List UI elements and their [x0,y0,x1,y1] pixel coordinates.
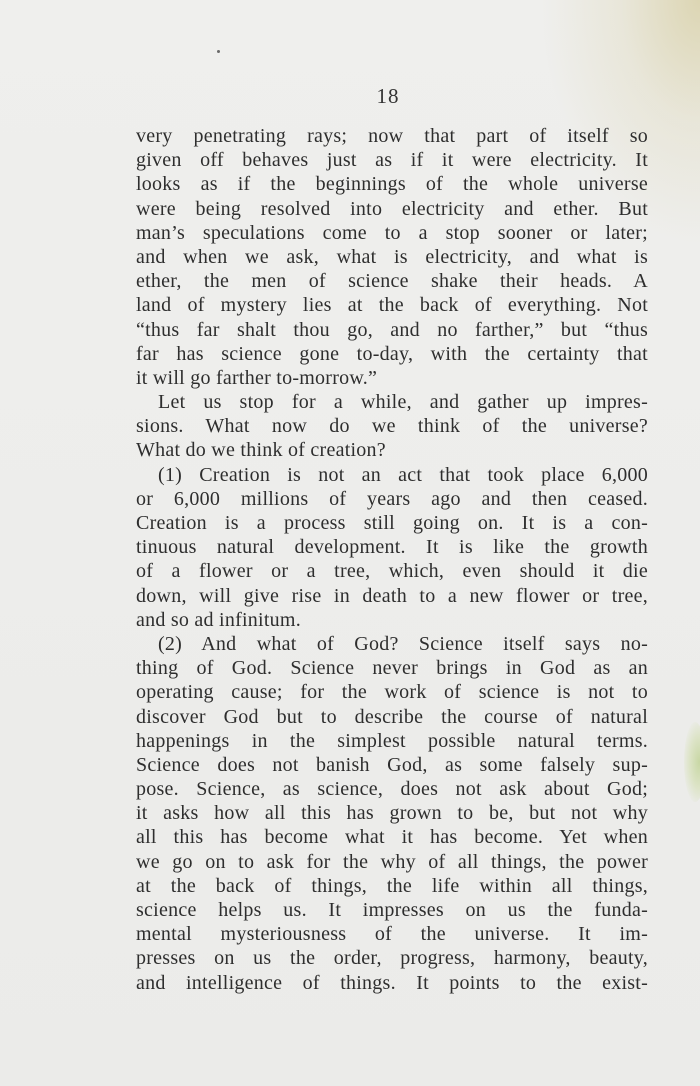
text-line: looks as if the beginnings of the whole universe [136,173,648,196]
text-line: at the back of things, the life within all things, [136,874,648,897]
text-line: sions. What now do we think of the universe? [136,415,648,438]
text-line: pose. Science, as science, does not ask about God; [136,778,648,801]
text-line: down, will give rise in death to a new flower or tree, [136,584,648,607]
text-line: of a flower or a tree, which, even should it die [136,560,648,583]
text-line: all this has become what it has become. Yet when [136,826,648,849]
page-number: 18 [376,84,400,108]
text-line: land of mystery lies at the back of everything. Not [136,294,648,317]
text-line: discover God but to describe the course of natural [136,705,648,728]
text-line: very penetrating rays; now that part of itself so [136,125,648,147]
text-line: man’s speculations come to a stop sooner or later; [136,221,648,244]
text-line: (1) Creation is not an act that took place 6,000 [158,463,648,486]
text-line: (2) And what of God? Science itself says no- [158,632,648,655]
body-text [136,124,648,995]
text-line: happenings in the simplest possible natural terms. [136,729,648,752]
text-line: we go on to ask for the why of all things, the power [136,850,648,873]
text-line: presses on us the order, progress, harmony, beauty, [136,947,648,970]
text-line: and so ad infinitum. [136,608,301,631]
text-line: far has science gone to-day, with the certainty that [136,342,648,365]
text-line: What do we think of creation? [136,439,386,462]
text-line: and when we ask, what is electricity, and what is [136,245,648,268]
text-line: tinuous natural development. It is like the growth [136,536,648,559]
text-line: ether, the men of science shake their heads. A [136,270,648,293]
paper-speck [217,50,220,53]
text-line: and intelligence of things. It points to the exist- [136,971,648,994]
text-line: thing of God. Science never brings in God as an [136,657,648,680]
text-line: given off behaves just as if it were electricity. It [136,149,648,172]
paper-stain [684,722,700,802]
text-line: it will go farther to-morrow.” [136,366,378,389]
text-line: “thus far shalt thou go, and no farther,” but “thus [136,318,648,341]
text-line: or 6,000 millions of years ago and then ceased. [136,487,648,510]
text-line: Let us stop for a while, and gather up impres- [158,391,648,414]
text-line: Creation is a process still going on. It is a con- [136,512,648,534]
text-line: mental mysteriousness of the universe. It im- [136,923,648,946]
text-line: it asks how all this has grown to be, but not why [136,802,648,825]
text-line: were being resolved into electricity and ether. But [136,197,648,220]
text-line: Science does not banish God, as some falsely sup- [136,753,648,776]
text-line: operating cause; for the work of science is not to [136,681,648,704]
text-line: science helps us. It impresses on us the funda- [136,899,648,921]
